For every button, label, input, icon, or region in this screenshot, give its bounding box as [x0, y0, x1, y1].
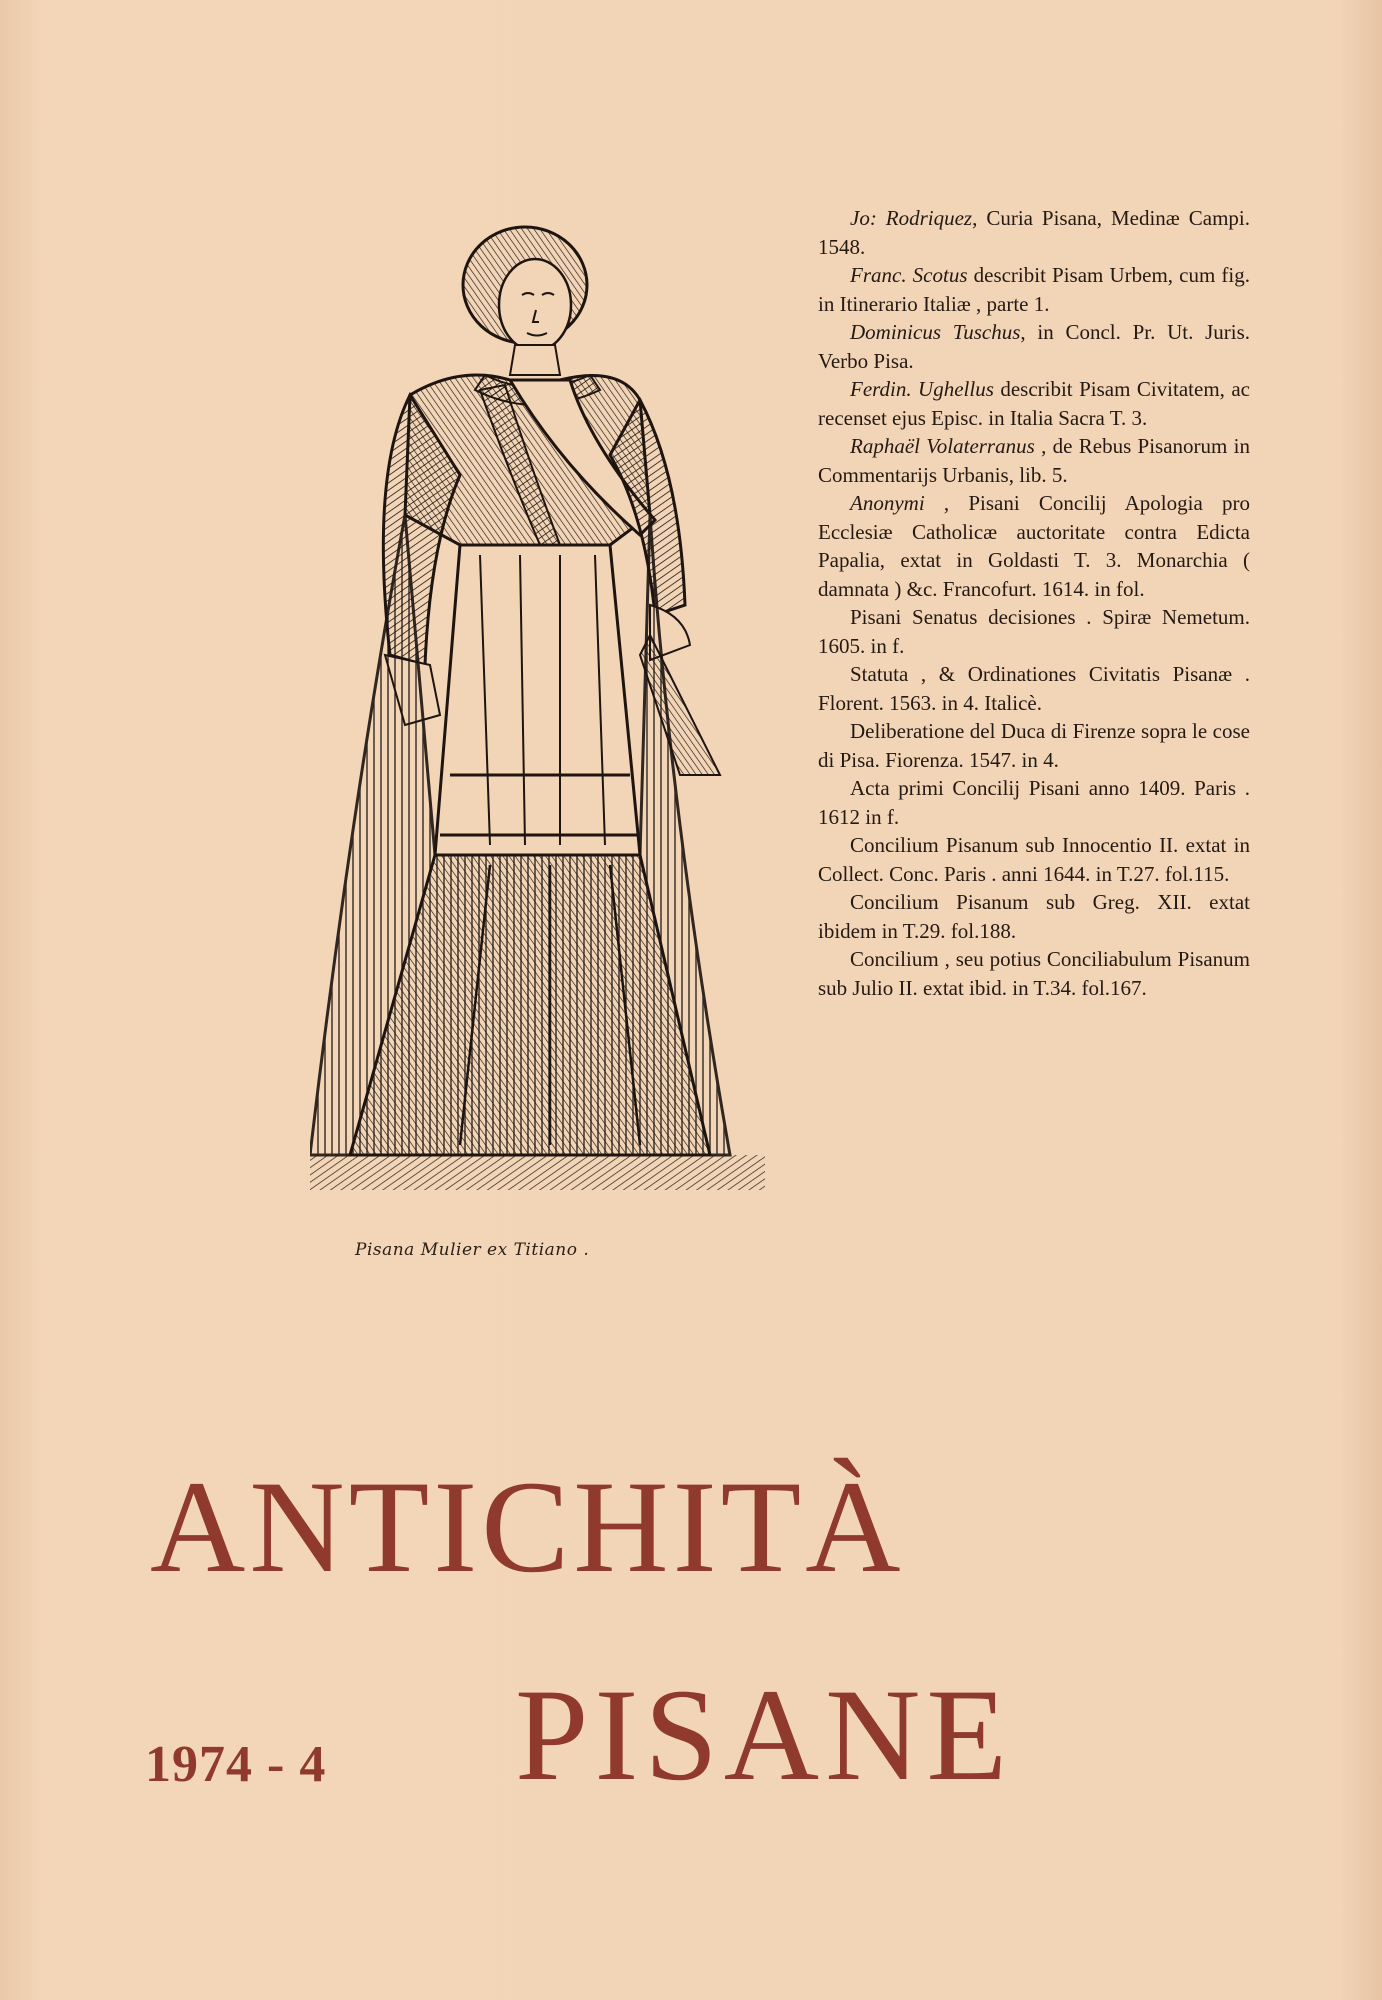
entry-text: , de Rebus Pisanorum in Commentarijs Urbanis, lib. 5. — [818, 434, 1250, 487]
entry-text: , in Concl. Pr. Ut. Juris. Verbo Pisa. — [818, 320, 1251, 373]
entry-text: , Curia Pisana, Medinæ Campi. 1548. — [818, 206, 1250, 259]
entry-author: Raphaël Volaterranus — [850, 434, 1035, 458]
bibliography-entry — [818, 432, 1250, 489]
entry-author: Jo: Rodriquez — [850, 206, 973, 230]
entry-text: Deliberatione del Duca di Firenze sopra le cose di Pisa. Fiorenza. 1547. in 4. — [818, 719, 1250, 772]
entry-text: Concilium , seu potius Conciliabulum Pisanum sub Julio II. extat ibid. in T.34. fol.167. — [818, 947, 1250, 1000]
bibliography-entry — [818, 375, 1250, 432]
bibliography-entry — [818, 660, 1250, 717]
bibliography-entry — [818, 204, 1250, 261]
bibliography-entry — [818, 261, 1250, 318]
journal-title-line-1: ANTICHITÀ — [150, 1453, 905, 1600]
entry-text: Pisani Senatus decisiones . Spiræ Nemetum. 1605. in f. — [818, 605, 1250, 658]
woodcut-illustration-pisan-woman — [310, 215, 765, 1190]
entry-text: Concilium Pisanum sub Innocentio II. extat in Collect. Conc. Paris . anni 1644. in T.27. fol.115. — [818, 833, 1250, 886]
bibliography-entry — [818, 831, 1250, 888]
bibliography-entry — [818, 945, 1250, 1002]
journal-title-line-2: PISANE — [515, 1661, 1014, 1808]
bibliography-entry — [818, 489, 1250, 603]
issue-number: 1974 - 4 — [145, 1736, 327, 1793]
bibliography-entry — [818, 717, 1250, 774]
illustration-caption: Pisana Mulier ex Titiano . — [355, 1240, 590, 1260]
entry-text: Concilium Pisanum sub Greg. XII. extat ibidem in T.29. fol.188. — [818, 890, 1250, 943]
entry-text: , Pisani Concilij Apologia pro Ecclesiæ Catholicæ auctoritate contra Edicta Papalia, extat in Goldasti T. 3. Monarchia ( damnata ) &c. Francofurt. 1614. in fol. — [818, 491, 1250, 601]
entry-author: Franc. Scotus — [850, 263, 968, 287]
bibliography-entry — [818, 888, 1250, 945]
entry-text: describit Pisam Civitatem, ac recenset ejus Episc. in Italia Sacra T. 3. — [818, 377, 1250, 430]
entry-author: Dominicus Tuschus — [850, 320, 1021, 344]
bibliography-column — [818, 204, 1250, 1002]
entry-text: describit Pisam Urbem, cum fig. in Itinerario Italiæ , parte 1. — [818, 263, 1250, 316]
bibliography-entry — [818, 603, 1250, 660]
entry-author: Ferdin. Ughellus — [850, 377, 994, 401]
bibliography-entry — [818, 774, 1250, 831]
entry-text: Statuta , & Ordinationes Civitatis Pisanæ . Florent. 1563. in 4. Italicè. — [818, 662, 1250, 715]
entry-author: Anonymi — [850, 491, 925, 515]
bibliography-entry — [818, 318, 1250, 375]
entry-text: Acta primi Concilij Pisani anno 1409. Paris . 1612 in f. — [818, 776, 1250, 829]
